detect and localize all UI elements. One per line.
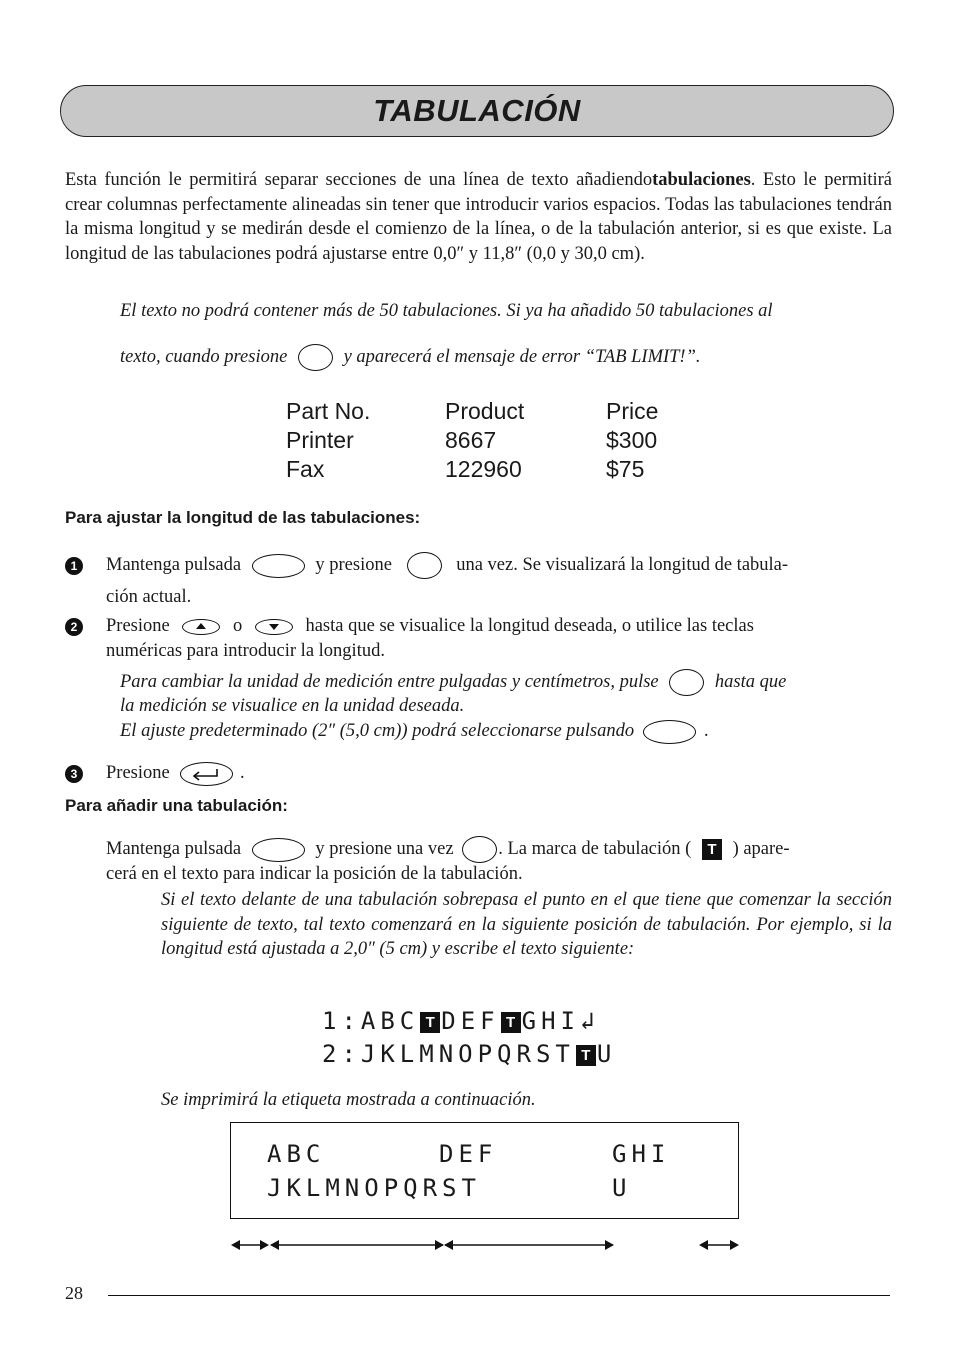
enter-arrow-icon [181,763,232,785]
step-number-2: 2 [65,618,83,636]
intro-bold-term: tabulaciones [652,170,751,190]
step-text: Presione [106,616,170,636]
step-text: y presione [315,554,392,575]
label-text: JKLMNOPQRST [267,1174,481,1202]
table-cell: 122960 [445,456,522,482]
para-text: . La marca de tabulación ( [498,838,692,859]
step-text: una vez. Se visualizará la longitud de tabula- [456,554,789,575]
note-text-b: y aparecerá el mensaje de error “TAB LIMIT!”. [343,346,701,367]
display-text: JKLMNOPQRST [360,1040,575,1068]
key-icon [252,838,305,862]
step-3-line [106,761,245,786]
line-prefix: 1: [322,1007,361,1035]
step-text: o [232,616,243,636]
intro-paragraph [65,168,892,266]
table-cell: Fax [286,456,325,482]
tab-mark-icon: T [501,1012,521,1033]
enter-key-icon [180,762,233,786]
print-caption: Se imprimirá la etiqueta mostrada a continuación. [161,1090,536,1110]
display-text: DEF [441,1007,500,1035]
add-tab-line2: cerá en el texto para indicar la posición de la tabulación. [106,864,523,884]
cursor-down-key-icon [255,619,293,635]
arrow-head [435,1240,444,1250]
arrow-head [270,1240,279,1250]
table-cell: Printer [286,427,354,453]
section-heading-adjust: Para ajustar la longitud de las tabulaciones: [65,508,421,527]
note-text: Para cambiar la unidad de medición entre pulgadas y centímetros, pulse [120,671,659,692]
key-icon [407,552,442,579]
para-text: ) apare- [732,838,790,859]
table-cell: 8667 [445,427,497,453]
printed-label [230,1122,739,1219]
key-icon [252,554,305,578]
step-text: Presione [106,763,170,783]
tab-length-arrows [225,1233,745,1257]
table-cell: $75 [606,456,645,482]
step-number-3: 3 [65,765,83,783]
step-2-line2: numéricas para introducir la longitud. [106,641,385,661]
page-number: 28 [65,1283,83,1303]
display-line-1 [322,1004,599,1038]
table-cell: Price [606,398,659,424]
table-cell: $300 [606,427,658,453]
arrow-head [444,1240,453,1250]
display-text: GHI [521,1007,580,1035]
note-text: El ajuste predeterminado (2″ (5,0 cm)) podrá seleccionarse pulsando [120,721,635,741]
intro-text-2: . Esto le permitirá crear columnas perfectamente alineadas sin tener que introducir varios espacios. Todas las tabulaciones tendrán la misma longitud y se medirán desde el comienzo de la línea, o de la tabulación anterior, si es que existe. La longitud de las tabulaciones podrá ajustarse entre 0,0″ y 11,8″ (0,0 y 30,0 cm). [65,170,893,264]
label-text: U [612,1174,632,1202]
arrow-head [699,1240,708,1250]
label-text: DEF [439,1140,498,1168]
arrow-head [730,1240,739,1250]
display-text: ABC [360,1007,420,1035]
line-prefix: 2: [322,1040,361,1068]
para-text: y presione una vez [315,838,454,859]
note-tab-limit-line1: El texto no podrá contener más de 50 tabulaciones. Si ya ha añadido 50 tabulaciones al [120,301,773,321]
intro-text-1: Esta función le permitirá separar secciones de una línea de texto añadiendo [65,170,653,190]
table-cell: Product [445,398,525,424]
step-2-line1 [106,614,892,639]
step-text: hasta que se visualice la longitud deseada, o utilice las teclas [305,616,754,636]
note-default-line [120,719,709,744]
note-text: . [704,721,710,741]
para-text: Mantenga pulsada [106,838,242,859]
note-text: hasta que [714,671,787,692]
key-icon [669,669,704,696]
key-icon [298,344,333,371]
cursor-up-key-icon [182,619,220,635]
add-tab-line1 [106,836,892,863]
arrow-head [260,1240,269,1250]
tab-mark-icon: T [420,1012,440,1033]
arrow-head [231,1240,240,1250]
display-line-2 [322,1037,616,1071]
section-heading-add: Para añadir una tabulación: [65,796,288,815]
return-mark-icon: ↲ [579,1007,600,1035]
tab-mark-icon: T [576,1045,596,1066]
table-cell: Part No. [286,398,371,424]
page-title: TABULACIÓN [373,93,581,128]
key-icon [643,720,696,744]
footer-rule [108,1295,890,1296]
note-unit-line1 [120,669,892,696]
step-text: Mantenga pulsada [106,554,242,575]
note-unit-line2: la medición se visualice en la unidad deseada. [120,696,465,716]
step-number-1: 1 [65,557,83,575]
step-1-line1 [106,552,892,579]
arrow-head [605,1240,614,1250]
step-text: . [239,763,245,783]
step-1-line2: ción actual. [106,587,192,607]
tab-mark-icon: T [702,839,722,860]
example-table [286,397,706,489]
label-text: ABC [267,1140,326,1168]
display-text: U [596,1040,617,1068]
key-icon [462,836,497,863]
note-overflow: Si el texto delante de una tabulación sobrepasa el punto en el que tiene que comenzar la sección siguiente de texto, tal texto comenzará en la siguiente posición de tabulación. Por ejemplo, si la longitud está ajustada a 2,0″ (5 cm) y escribe el texto siguiente: [161,890,892,959]
label-text: GHI [612,1140,671,1168]
title-banner [60,85,894,137]
note-text-a: texto, cuando presione [120,346,288,367]
note-tab-limit-line2 [120,344,892,371]
